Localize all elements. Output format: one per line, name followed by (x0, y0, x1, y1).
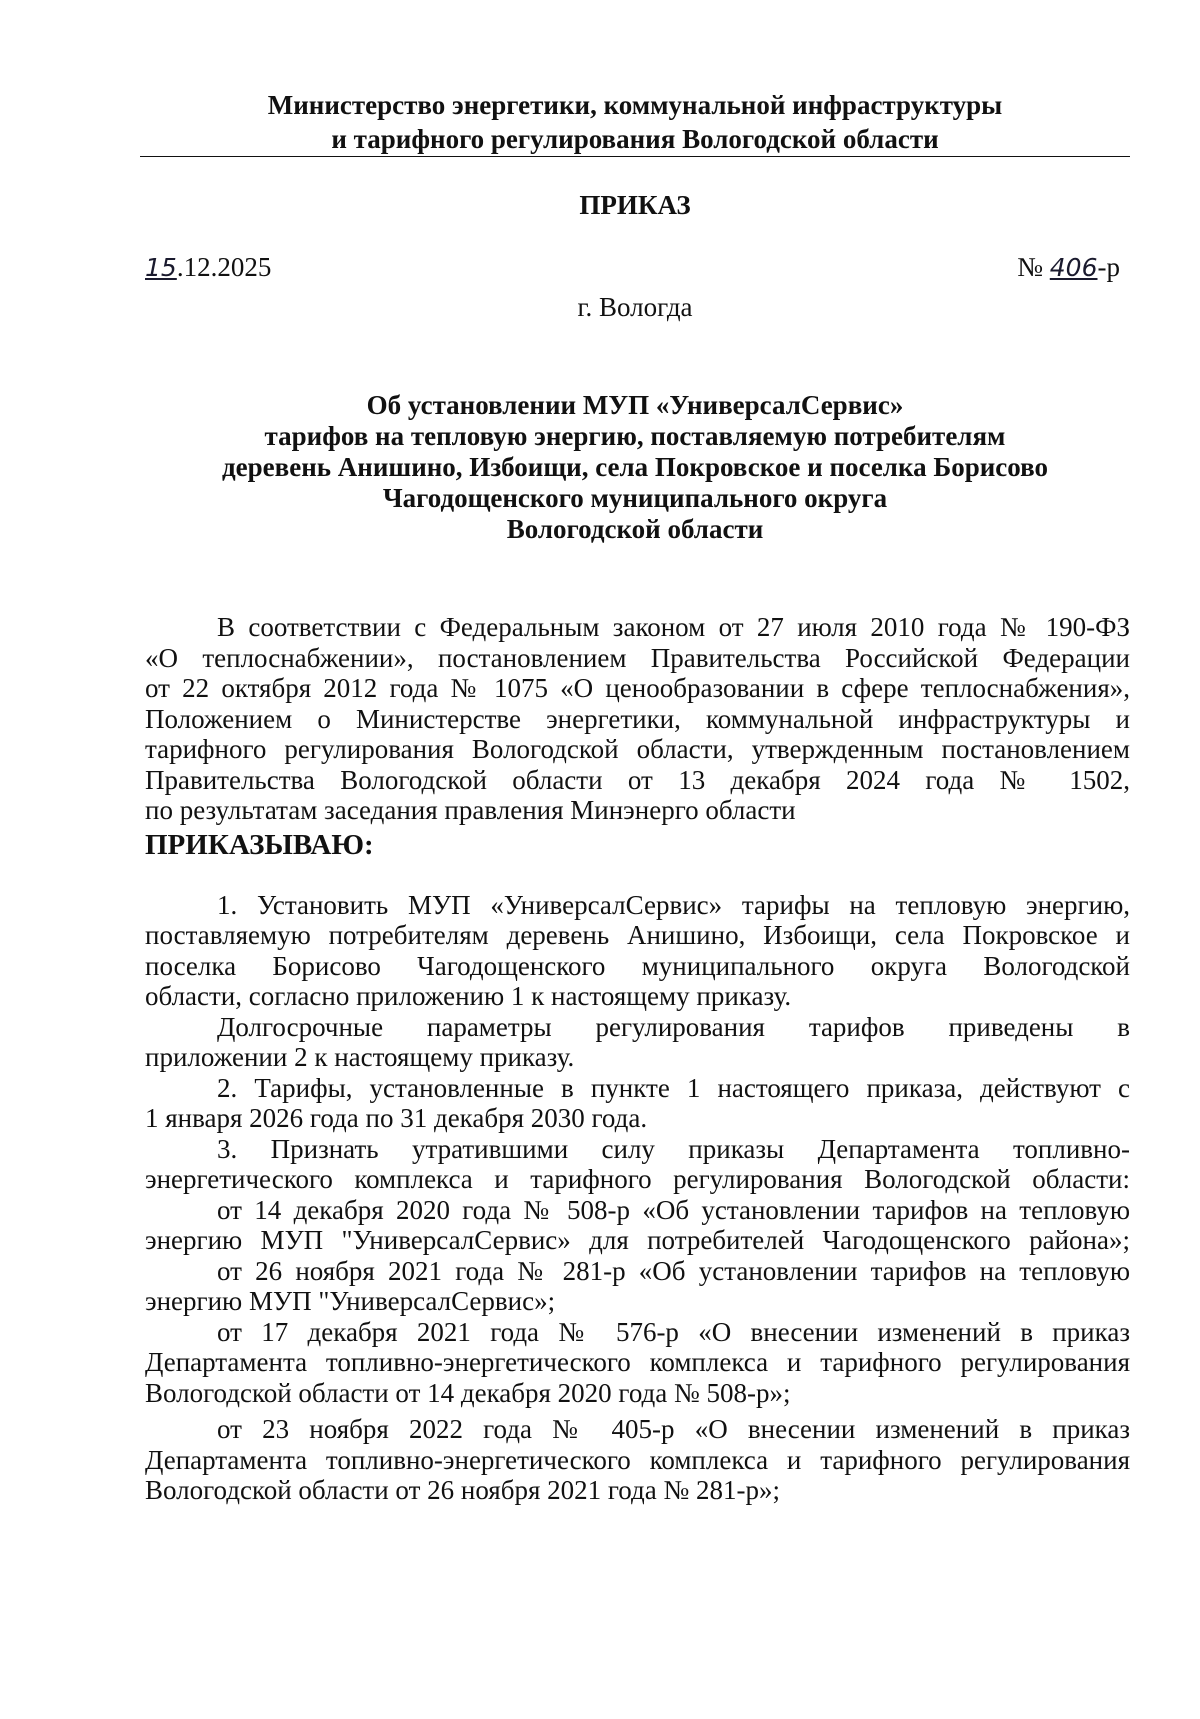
subject-line: Об установлении МУП «УниверсалСервис» (366, 390, 904, 420)
item-line: энергию МУП "УниверсалСервис» для потребителей Чагодощенского района»; (145, 1225, 1130, 1255)
item-line: Департамента топливно-энергетического комплекса и тарифного регулирования (145, 1347, 1130, 1377)
item-line: поставляемую потребителям деревень Анишино, Избоищи, села Покровское и (145, 920, 1130, 950)
document-city: г. Вологда (577, 292, 693, 322)
item-line: Департамента топливно-энергетического комплекса и тарифного регулирования (145, 1444, 1130, 1475)
preamble-line: В соответствии с Федеральным законом от 27 июля 2010 года № 190-ФЗ (217, 612, 1130, 642)
ministry-line-1: Министерство энергетики, коммунальной инфраструктуры (267, 90, 1003, 120)
item-line: приложении 2 к настоящему приказу. (145, 1042, 575, 1072)
subject-line: деревень Анишино, Избоищи, села Покровское и поселка Борисово (222, 452, 1048, 482)
preamble-line: тарифного регулирования Вологодской области, утвержденным постановлением (145, 734, 1130, 764)
item-line: Долгосрочные параметры регулирования тарифов приведены в (217, 1011, 1130, 1042)
document-date (145, 250, 271, 285)
item-line: 2. Тарифы, установленные в пункте 1 настоящего приказа, действуют с (217, 1072, 1130, 1103)
preamble-line: по результатам заседания правления Минэнерго области (145, 795, 796, 825)
item-line: от 26 ноября 2021 года № 281-р «Об установлении тарифов на тепловую (217, 1255, 1130, 1286)
date-rest: .12.2025 (176, 252, 272, 282)
document-subject (140, 390, 1130, 545)
subject-line: Чагодощенского муниципального округа (382, 483, 888, 513)
item-line: от 17 декабря 2021 года № 576-р «О внесении изменений в приказ (217, 1316, 1130, 1347)
handwritten-day: 15 (145, 253, 177, 282)
number-prefix: № (1017, 252, 1044, 282)
item-line: от 14 декабря 2020 года № 508-р «Об установлении тарифов на тепловую (217, 1194, 1130, 1225)
ministry-line-2: и тарифного регулирования Вологодской области (331, 124, 939, 154)
item-line: от 23 ноября 2022 года № 405-р «О внесении изменений в приказ (217, 1414, 1130, 1444)
item-line: 1 января 2026 года по 31 декабря 2030 года. (145, 1103, 648, 1133)
item-line: 1. Установить МУП «УниверсалСервис» тарифы на тепловую энергию, (217, 889, 1130, 920)
spacer (145, 862, 1130, 890)
ministry-header (140, 88, 1130, 156)
item-line: области, согласно приложению 1 к настоящему приказу. (145, 981, 792, 1011)
item-line: Вологодской области от 26 ноября 2021 года № 281-р»; (145, 1475, 780, 1505)
document-title: ПРИКАЗ (579, 190, 691, 220)
item-line: 3. Признать утратившими силу приказы Департамента топливно- (217, 1133, 1130, 1164)
document-number (1017, 250, 1120, 285)
preamble-line: Правительства Вологодской области от 13 декабря 2024 года № 1502, (145, 764, 1130, 795)
preamble-line: Положением о Министерстве энергетики, коммунальной инфраструктуры и (145, 703, 1130, 734)
item-line: энергетического комплекса и тарифного регулирования Вологодской области: (145, 1164, 1130, 1194)
preamble-line: от 22 октября 2012 года № 1075 «О ценообразовании в сфере теплоснабжения», (145, 673, 1130, 703)
document-body (145, 612, 1130, 1506)
handwritten-number: 406 (1049, 253, 1098, 282)
item-line: Вологодской области от 14 декабря 2020 года № 508-р»; (145, 1377, 791, 1408)
decree-word: ПРИКАЗЫВАЮ: (145, 828, 374, 861)
number-suffix: -р (1097, 252, 1120, 282)
item-line: энергию МУП "УниверсалСервис»; (145, 1286, 556, 1316)
subject-line: тарифов на тепловую энергию, поставляемую потребителям (264, 421, 1006, 451)
item-line: поселка Борисово Чагодощенского муниципального округа Вологодской (145, 950, 1130, 981)
header-rule (140, 156, 1130, 157)
preamble-line: «О теплоснабжении», постановлением Правительства Российской Федерации (145, 642, 1130, 673)
subject-line: Вологодской области (506, 514, 764, 544)
